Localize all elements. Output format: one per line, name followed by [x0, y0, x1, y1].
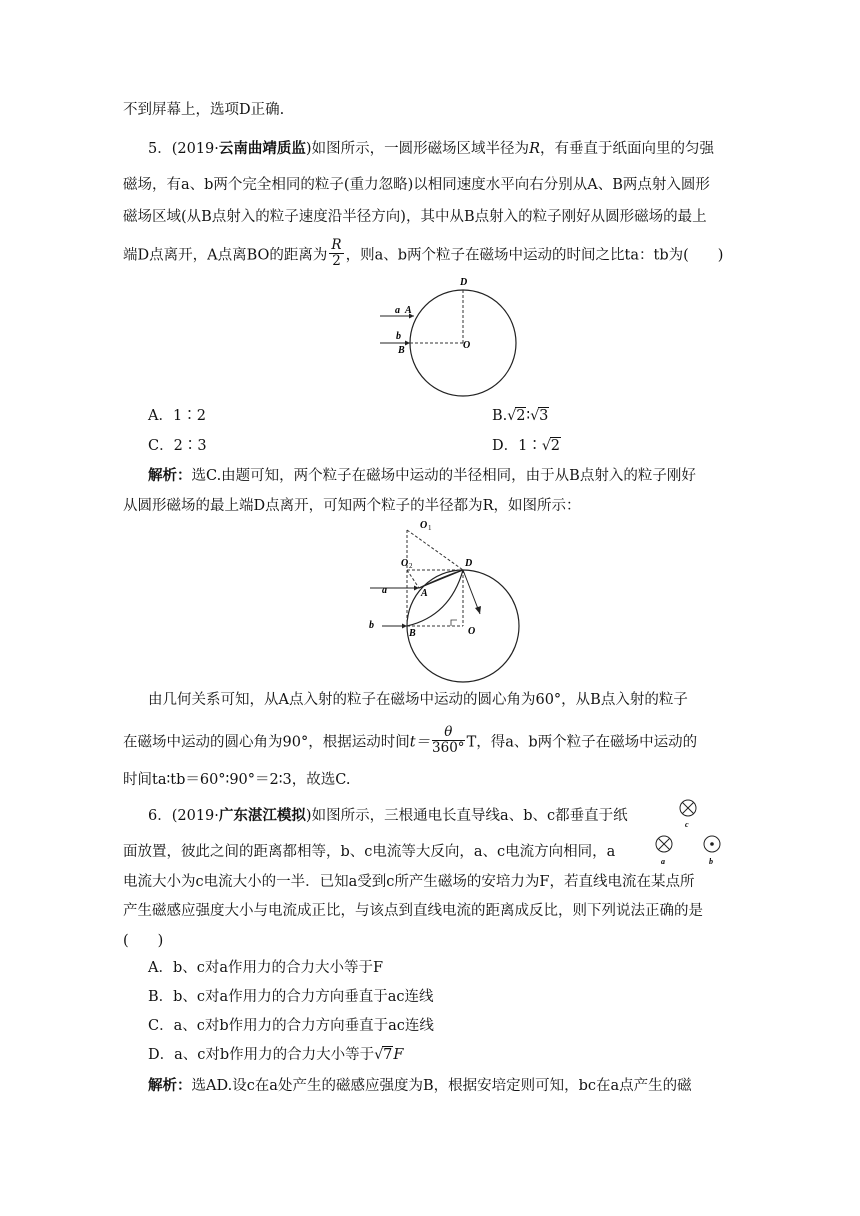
q5-option-b[interactable]: B.√2∶√3: [492, 408, 549, 424]
q6-option-d[interactable]: D．a、c对b作用力的合力大小等于√7F: [148, 1047, 404, 1063]
question-6-line-3: 电流大小为c电流大小的一半．已知a受到c所产生磁场的安培力为F，若直线电流在某点所: [123, 874, 695, 890]
label-b: b: [369, 620, 374, 631]
solution-5-line-3: 由几何关系可知，从A点入射的粒子在磁场中运动的圆心角为60°，从B点入射的粒子: [148, 692, 688, 708]
label-D: D: [460, 277, 468, 288]
svg-text:1: 1: [428, 524, 432, 532]
solution-5-line-2: 从圆形磁场的最上端D点离开，可知两个粒子的半径都为R，如图所示：: [123, 498, 581, 514]
wire-b-out-of-page-icon: [704, 836, 720, 852]
label-O2: O: [401, 558, 409, 569]
wire-a-into-page-icon: [656, 836, 672, 852]
question-5-line-1: 5．(2019·云南曲靖质监)如图所示，一圆形磁场区域半径为R，有垂直于纸面向里的匀强: [148, 140, 714, 157]
question-6-line-1: 6．(2019·广东湛江模拟)如图所示，三根通电长直导线a、b、c都垂直于纸: [148, 807, 628, 824]
figure-6-wires: [650, 795, 730, 870]
question-5-line-4: 端D点离开，A点离BO的距离为 $\frac{R}{2}$ ，则a、b两个粒子在磁场中运动的时间之比ta：tb为( ): [123, 237, 724, 269]
label-b: b: [709, 857, 713, 866]
question-5-line-2: 磁场，有a、b两个完全相同的粒子(重力忽略)以相同速度水平向右分别从A、B两点射入圆形: [123, 177, 710, 193]
label-c: c: [685, 820, 689, 829]
label-a: a: [661, 857, 665, 866]
question-6-line-4: 产生磁感应强度大小与电流成正比，与该点到直线电流的距离成反比，则下列说法正确的是: [123, 903, 703, 919]
question-6-line-5: ( ): [123, 933, 164, 949]
label-a: a: [395, 305, 400, 316]
fraction-theta-over-360: $\frac{\theta}{360^\circ}$: [432, 724, 465, 756]
q6-option-b[interactable]: B．b、c对a作用力的合力方向垂直于ac连线: [148, 989, 434, 1005]
label-O1: O: [420, 520, 428, 531]
q5-option-d[interactable]: D．1∶√2: [492, 438, 561, 454]
label-O: O: [468, 626, 476, 637]
figure-5-magnetic-field: [370, 272, 530, 402]
source-label: 云南曲靖质监: [218, 140, 306, 157]
label-a: a: [382, 585, 387, 596]
solution-5-line-1: 解析：选C.由题可知，两个粒子在磁场中运动的半径相同，由于从B点射入的粒子刚好: [148, 467, 696, 484]
solution-5-line-4: 在磁场中运动的圆心角为90°，根据运动时间t＝ $\frac{\theta}{360^\circ}$ T，得a、b两个粒子在磁场中运动的: [123, 724, 698, 756]
label-B: B: [398, 345, 405, 356]
wire-c-into-page-icon: [680, 800, 696, 816]
label-A: A: [421, 588, 428, 599]
q6-option-c[interactable]: C．a、c对b作用力的合力方向垂直于ac连线: [148, 1018, 434, 1034]
fraction-r-over-2: $\frac{R}{2}$: [331, 237, 342, 269]
solution-6-line-1: 解析：选AD.设c在a处产生的磁感应强度为B，根据安培定则可知，bc在a点产生的磁: [148, 1077, 692, 1094]
q5-option-a[interactable]: A．1∶2: [148, 408, 206, 424]
question-6-line-2: 面放置，彼此之间的距离都相等，b、c电流等大反向，a、c电流方向相同，a: [123, 844, 616, 860]
label-b: b: [396, 331, 401, 342]
label-A: A: [405, 305, 412, 316]
source-label: 广东湛江模拟: [218, 807, 306, 824]
figure-5-solution: [360, 516, 535, 684]
label-B: B: [409, 628, 416, 639]
label-O: O: [463, 340, 471, 351]
question-5-line-3: 磁场区域(从B点射入的粒子速度沿半径方向)，其中从B点射入的粒子刚好从圆形磁场的最上: [123, 209, 707, 225]
solution-5-line-5: 时间ta∶tb＝60°∶90°＝2∶3，故选C.: [123, 772, 351, 788]
text-line: 不到屏幕上，选项D正确.: [123, 102, 285, 118]
label-D: D: [465, 558, 473, 569]
q5-option-c[interactable]: C．2∶3: [148, 438, 207, 454]
q6-option-a[interactable]: A．b、c对a作用力的合力大小等于F: [148, 960, 384, 976]
svg-text:2: 2: [409, 562, 413, 570]
